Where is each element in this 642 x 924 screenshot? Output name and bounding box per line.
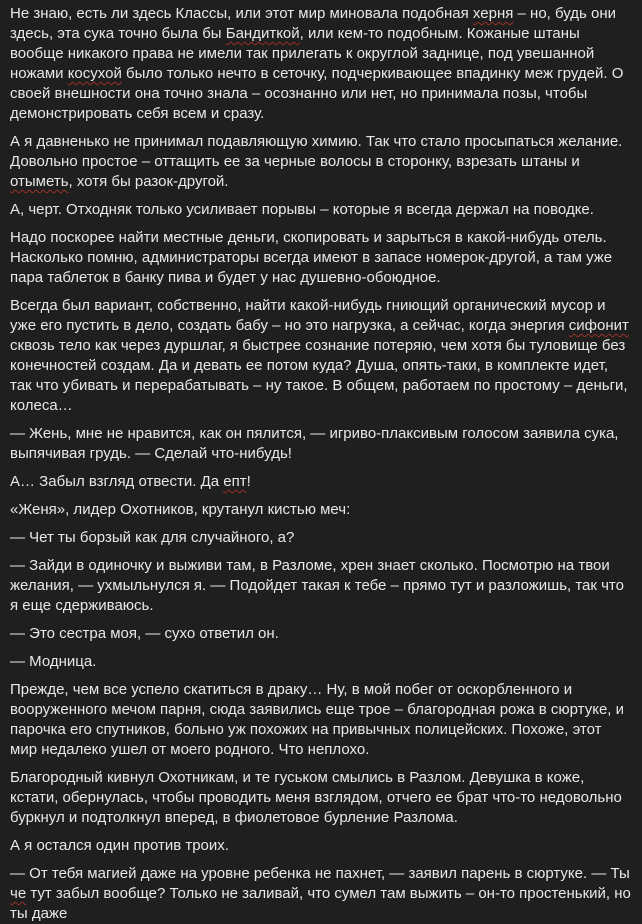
misspelled-word: сифонит: [568, 317, 629, 334]
text-segment: А… Забыл взгляд отвести. Да: [10, 473, 224, 490]
paragraph: [10, 472, 632, 492]
misspelled-word: херня: [472, 5, 514, 22]
paragraph: [10, 500, 632, 520]
text-segment: – но, будь они здесь, эта сука точно была бы: [10, 5, 617, 42]
text-segment: — Модница.: [10, 653, 97, 670]
misspelled-word: епт: [223, 473, 247, 490]
text-segment: сквозь тело как через дуршлаг, я быстрее сознание потеряю, чем хотя бы туловище без конечностей создам. Да и девать ее потом куда? Душа, опять-таки, в комплекте идет, так что убивать и перерабатывать – ну такое. В общем, работаем по простому – деньги, колеса…: [10, 337, 628, 414]
text-segment: , или кем-то подобным. Кожаные штаны вообще никакого права не имели так прилегать к округлой заднице, под увешанной ножами: [10, 25, 595, 82]
misspelled-word: Бандиткой: [225, 25, 300, 42]
text-segment: — Это сестра моя, — сухо ответил он.: [10, 625, 279, 642]
text-segment: , хотя бы разок-другой.: [68, 173, 229, 190]
text-segment: — Чет ты борзый как для случайного, а?: [10, 529, 295, 546]
text-segment: — Жень, мне не нравится, как он пялится, — игриво-плаксивым голосом заявила сука, выпячивая грудь. — Сделай что-нибудь!: [10, 425, 619, 462]
text-segment: А я давненько не принимал подавляющую химию. Так что стало просыпаться желание. Довольно простое – оттащить ее за черные волосы в сторонку, взрезать штаны и: [10, 133, 623, 170]
paragraph: [10, 228, 632, 288]
paragraph: [10, 624, 632, 644]
text-segment: — От тебя магией даже на уровне ребенка не пахнет, — заявил парень в сюртуке. — Ты: [10, 865, 630, 882]
text-segment: Надо поскорее найти местные деньги, скопировать и зарыться в какой-нибудь отель. Насколько помню, администраторы всегда имеют в запасе номерок-другой, а там уже пара таблеток в банку пива и будет у нас душевно-обоюдное.: [10, 229, 613, 286]
text-segment: Благородный кивнул Охотникам, и те гуськом смылись в Разлом. Девушка в коже, кстати, обернулась, чтобы проводить меня взглядом, отчего ее брат что-то недовольно буркнул и подтолкнул вперед, в фиолетовое бурление Разлома.: [10, 769, 622, 826]
paragraph: [10, 200, 632, 220]
text-segment: Всегда был вариант, собственно, найти какой-нибудь гниющий органический мусор и уже его пустить в дело, создать бабу – но это нагрузка, а сейчас, когда энергия: [10, 297, 606, 334]
paragraph: [10, 652, 632, 672]
misspelled-word: косухой: [67, 65, 122, 82]
text-segment: было только нечто в сеточку, подчеркивающее впадинку меж грудей. О своей внешности она точно знала – осознанно или нет, но принимала позы, чтобы демонстрировать себя всем и сразу.: [10, 65, 624, 122]
paragraph: [10, 528, 632, 548]
paragraph: [10, 864, 632, 924]
text-container: [10, 4, 632, 924]
paragraph: [10, 132, 632, 192]
text-segment: А, черт. Отходняк только усиливает порывы – которые я всегда держал на поводке.: [10, 201, 594, 218]
text-segment: Прежде, чем все успело скатиться в драку… Ну, в мой побег от оскорбленного и вооруженного мечом парня, сюда заявились еще трое – благородная рожа в сюртуке, и парочка его спутников, больно уж похожих на привычных полицейских. Похоже, этот мир недалеко ушел от моего родного. Что неплохо.: [10, 681, 624, 758]
text-segment: тут забыл вообще? Только не заливай, что сумел там выжить – он-то простенький, но ты даже: [10, 885, 631, 922]
paragraph: [10, 768, 632, 828]
paragraph: [10, 680, 632, 760]
paragraph: [10, 296, 632, 416]
misspelled-word: отыметь: [10, 173, 69, 190]
text-segment: !: [246, 473, 251, 490]
paragraph: [10, 556, 632, 616]
text-segment: — Зайди в одиночку и выживи там, в Разломе, хрен знает сколько. Посмотрю на твои желания, — ухмыльнулся я. — Подойдет такая к тебе – прямо тут и разложишь, так что я еще сдерживаюсь.: [10, 557, 624, 614]
paragraph: [10, 4, 632, 124]
misspelled-word: че: [10, 885, 27, 902]
paragraph: [10, 836, 632, 856]
paragraph: [10, 424, 632, 464]
text-segment: «Женя», лидер Охотников, крутанул кистью меч:: [10, 501, 351, 518]
text-segment: Не знаю, есть ли здесь Классы, или этот мир миновала подобная: [10, 5, 473, 22]
text-segment: А я остался один против троих.: [10, 837, 229, 854]
